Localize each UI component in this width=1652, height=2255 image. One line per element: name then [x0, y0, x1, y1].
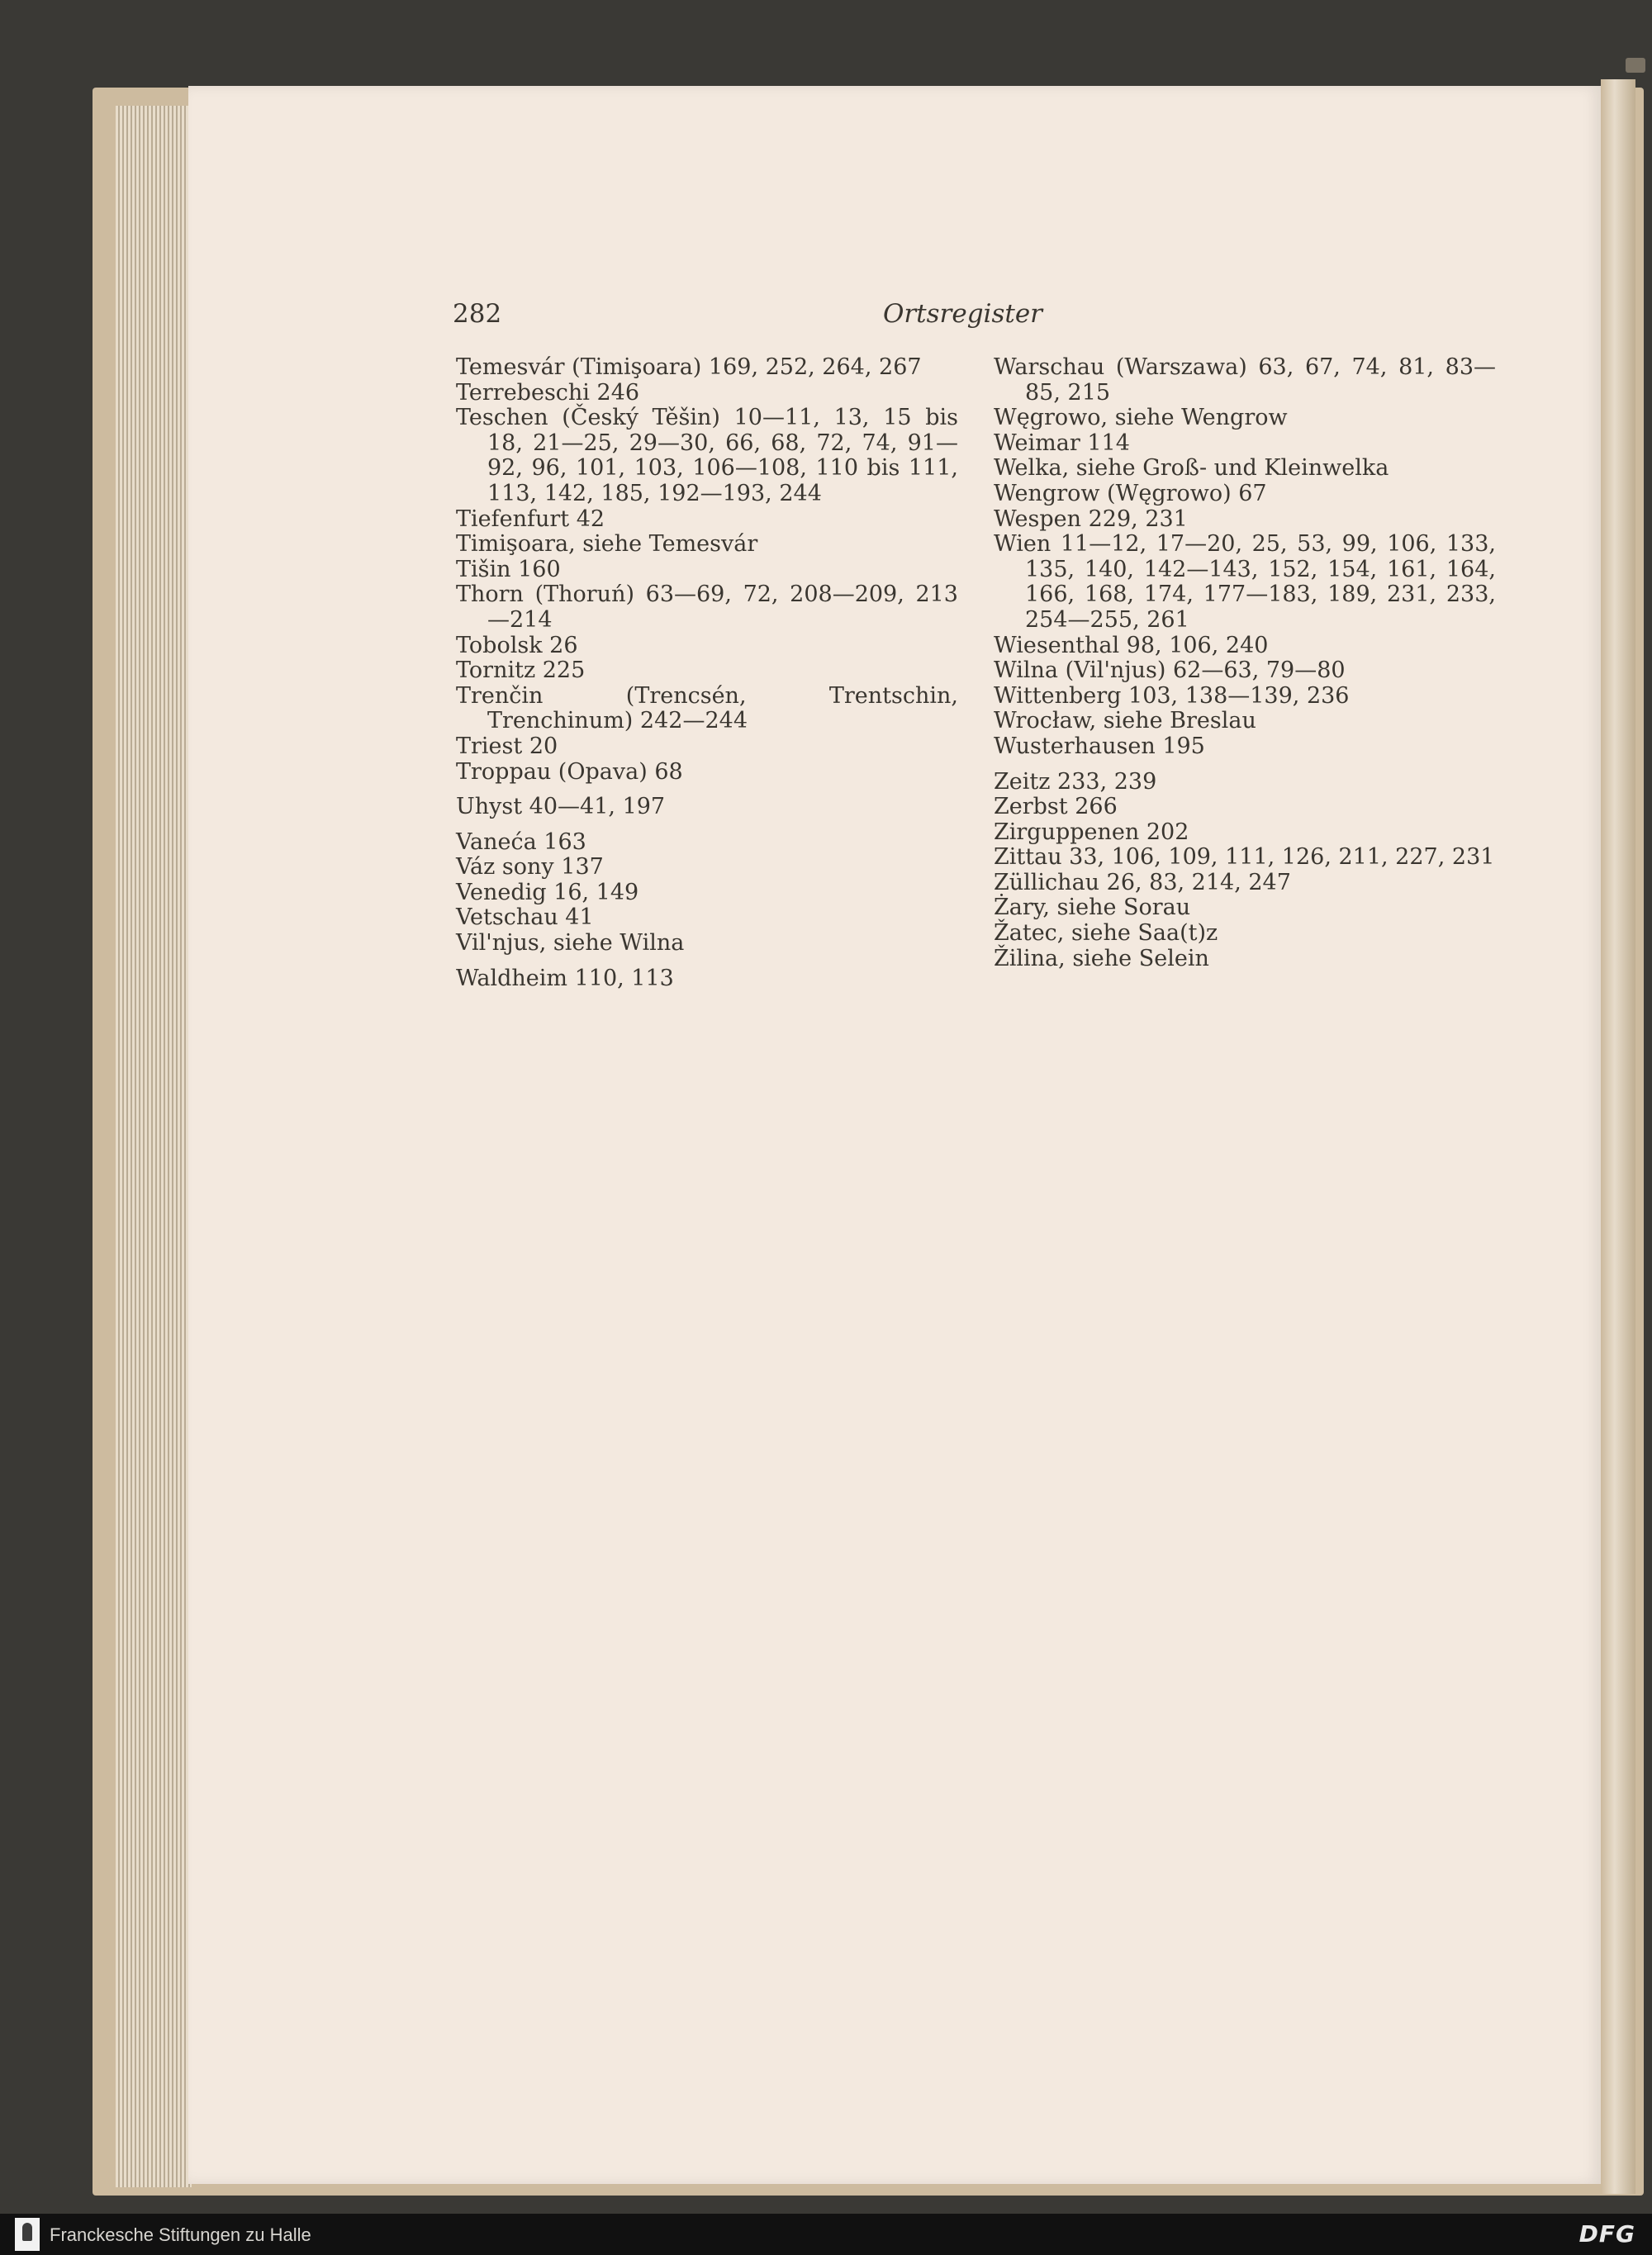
index-entry: Troppau (Opava) 68: [456, 758, 683, 785]
right-page-edge: [1601, 79, 1635, 2194]
index-entry: Wusterhausen 195: [994, 733, 1205, 759]
entry-group-gap: [456, 820, 958, 830]
index-entry: Vetschau 41: [456, 904, 594, 931]
index-entry: Vil'njus, siehe Wilna: [456, 930, 685, 957]
index-entry: Temesvár (Timişoara) 169, 252, 264, 267: [456, 354, 922, 380]
index-entry: Venedig 16, 149: [456, 879, 639, 905]
index-entry: Weimar 114: [994, 430, 1130, 456]
index-entry: Žatec, siehe Saa(t)z: [994, 920, 1218, 947]
index-entry: Tobolsk 26: [456, 632, 578, 658]
index-entry: Zerbst 266: [994, 794, 1118, 820]
building-icon: [15, 2218, 40, 2251]
index-entry: Tišin 160: [456, 556, 561, 582]
index-entry: Timişoara, siehe Temesvár: [456, 531, 758, 558]
index-entry: Zirguppenen 202: [994, 819, 1189, 845]
index-entry: Welka, siehe Groß- und Kleinwelka: [994, 455, 1389, 482]
dfg-logo: DFG: [1578, 2220, 1635, 2248]
index-entry: Terrebeschi 246: [456, 379, 640, 406]
index-entry: Wilna (Vil'njus) 62—63, 79—80: [994, 658, 1346, 684]
index-column-left: [456, 355, 958, 991]
index-entry: Teschen (Český Těšin) 10—11, 13, 15 bis 18, 21—25, 29—30, 66, 68, 72, 74, 91—92, 96, 101, 103, 106—108, 110 bis 111, 113, 142, 185, 192—193, 244: [456, 405, 958, 506]
index-entry: Wespen 229, 231: [994, 506, 1188, 532]
index-entry: Thorn (Thoruń) 63—69, 72, 208—209, 213—214: [456, 582, 958, 633]
entry-group-gap: [456, 957, 958, 966]
index-entry: Żary, siehe Sorau: [994, 895, 1191, 921]
page-number: 282: [453, 299, 502, 329]
institution-name: Franckesche Stiftungen zu Halle: [50, 2224, 311, 2245]
running-head: [453, 299, 1042, 332]
index-entry: Uhyst 40—41, 197: [456, 794, 666, 820]
index-entry: Triest 20: [456, 733, 558, 759]
index-entry: Wiesenthal 98, 106, 240: [994, 632, 1269, 658]
entry-group-gap: [994, 760, 1496, 770]
viewer-footer: [0, 2214, 1652, 2255]
page-stack-edge: [116, 106, 192, 2187]
index-entry: Žilina, siehe Selein: [994, 945, 1209, 971]
index-entry: Węgrowo, siehe Wengrow: [994, 405, 1288, 431]
index-entry: Trenčin (Trencsén, Trentschin, Trenchinum) 242—244: [456, 682, 958, 734]
index-entry: Tornitz 225: [456, 658, 586, 684]
section-title: Ortsregister: [882, 299, 1042, 329]
index-entry: Zeitz 233, 239: [994, 768, 1157, 795]
index-entry: Waldheim 110, 113: [456, 965, 674, 991]
index-entry: Wrocław, siehe Breslau: [994, 708, 1256, 734]
index-entry: Wien 11—12, 17—20, 25, 53, 99, 106, 133, 135, 140, 142—143, 152, 154, 161, 164, 166, 168, 174, 177—183, 189, 231, 233, 254—255, 261: [994, 531, 1496, 633]
index-column-right: [994, 355, 1496, 971]
index-entry: Wittenberg 103, 138—139, 236: [994, 682, 1350, 709]
index-entry: Zittau 33, 106, 109, 111, 126, 211, 227, 231: [994, 844, 1495, 871]
index-entry: Vaneća 163: [456, 828, 586, 855]
index-entry: Váz sony 137: [456, 854, 604, 881]
index-entry: Tiefenfurt 42: [456, 506, 605, 532]
index-entry: Warschau (Warszawa) 63, 67, 74, 81, 83—85, 215: [994, 354, 1496, 406]
index-entry: Züllichau 26, 83, 214, 247: [994, 869, 1291, 895]
scan-corner-mark: [1626, 58, 1645, 73]
index-entry: Wengrow (Węgrowo) 67: [994, 480, 1267, 506]
